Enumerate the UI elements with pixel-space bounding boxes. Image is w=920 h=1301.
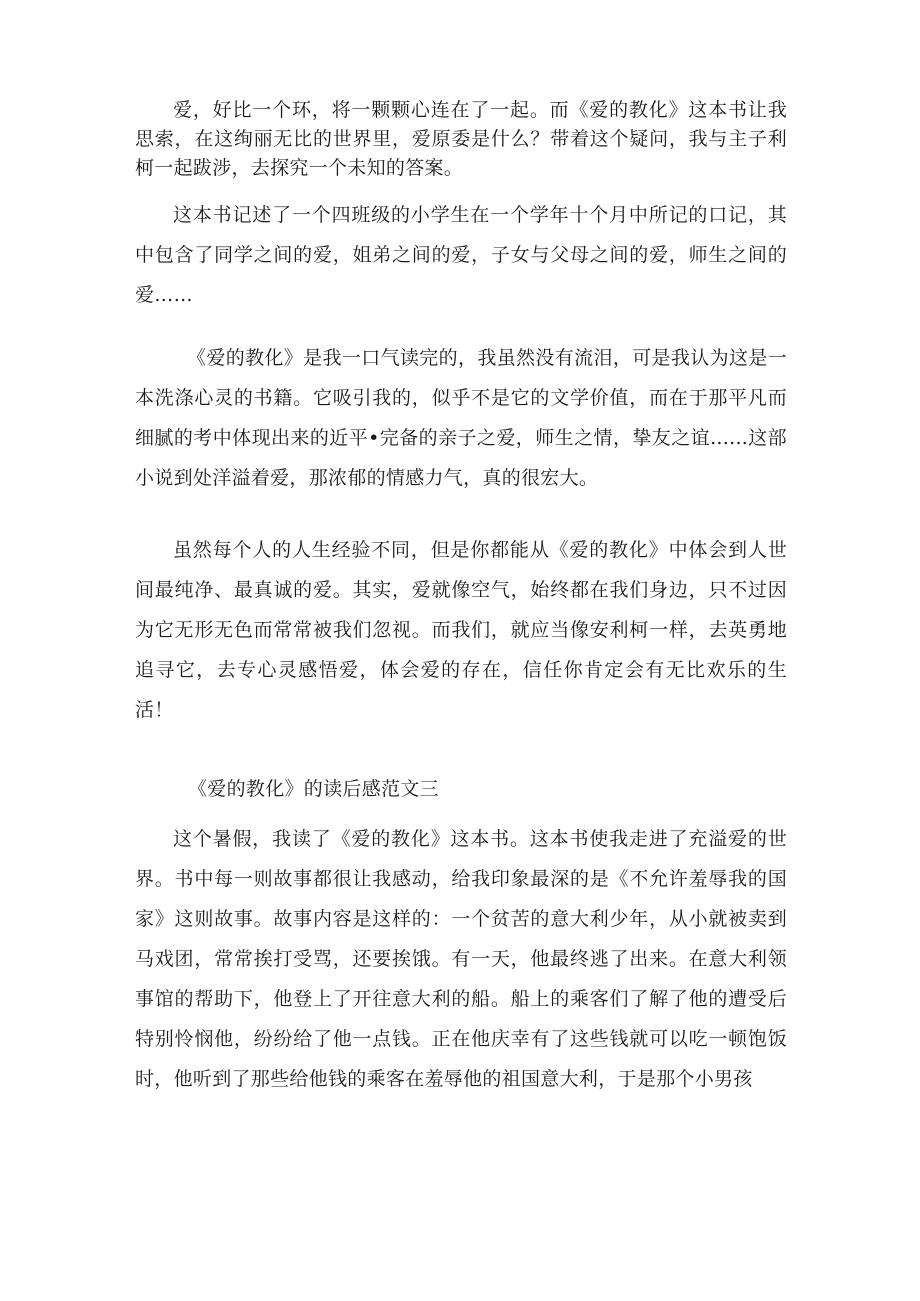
section-heading: 《爱的教化》的读后感范文三 bbox=[188, 778, 439, 800]
paragraph-essay-three: 这个暑假，我读了《爱的教化》这本书。这本书使我走进了充溢爱的世界。书中每一则故事都很让我感动，给我印象最深的是《不允许羞辱我的国家》这则故事。故事内容是这样的：一个贫苦的意大利少年，从小就被卖到马戏团，常常挨打受骂，还要挨饿。有一天，他最终逃了出来。在意大利领事馆的帮助下，他登上了开往意大利的船。船上的乘客们了解了他的遭受后特别怜悯他，纷纷给了他一点钱。正在他庆幸有了这些钱就可以吃一顿饱饭时，他听到了那些给他钱的乘客在羞辱他的祖国意大利，于是那个小男孩 bbox=[135, 828, 787, 1090]
paragraph-conclusion: 虽然每个人的人生经验不同，但是你都能从《爱的教化》中体会到人世间最纯净、最真诚的爱。其实，爱就像空气，始终都在我们身边，只不过因为它无形无色而常常被我们忽视。而我们，就应当像安利柯一样，去英勇地追寻它，去专心灵感悟爱，体会爱的存在，信任你肯定会有无比欢乐的生活！ bbox=[135, 539, 787, 721]
paragraph-book-summary: 这本书记述了一个四班级的小学生在一个学年十个月中所记的口记，其中包含了同学之间的爱，姐弟之间的爱，子女与父母之间的爱，师生之间的爱…… bbox=[135, 204, 787, 306]
paragraph-reading-impression: 《爱的教化》是我一口气读完的，我虽然没有流泪，可是我认为这是一本洗涤心灵的书籍。它吸引我的，似乎不是它的文学价值，而在于那平凡而细腻的考中体现出来的近平•完备的亲子之爱，师生之情，挚友之谊......这部小说到处洋溢着爱，那浓郁的情感力气，真的很宏大。 bbox=[135, 347, 787, 489]
paragraph-intro: 爱，好比一个环，将一颗颗心连在了一起。而《爱的教化》这本书让我思索，在这绚丽无比的世界里，爱原委是什么？带着这个疑问，我与主子利柯一起跋涉，去探究一个未知的答案。 bbox=[135, 99, 787, 179]
